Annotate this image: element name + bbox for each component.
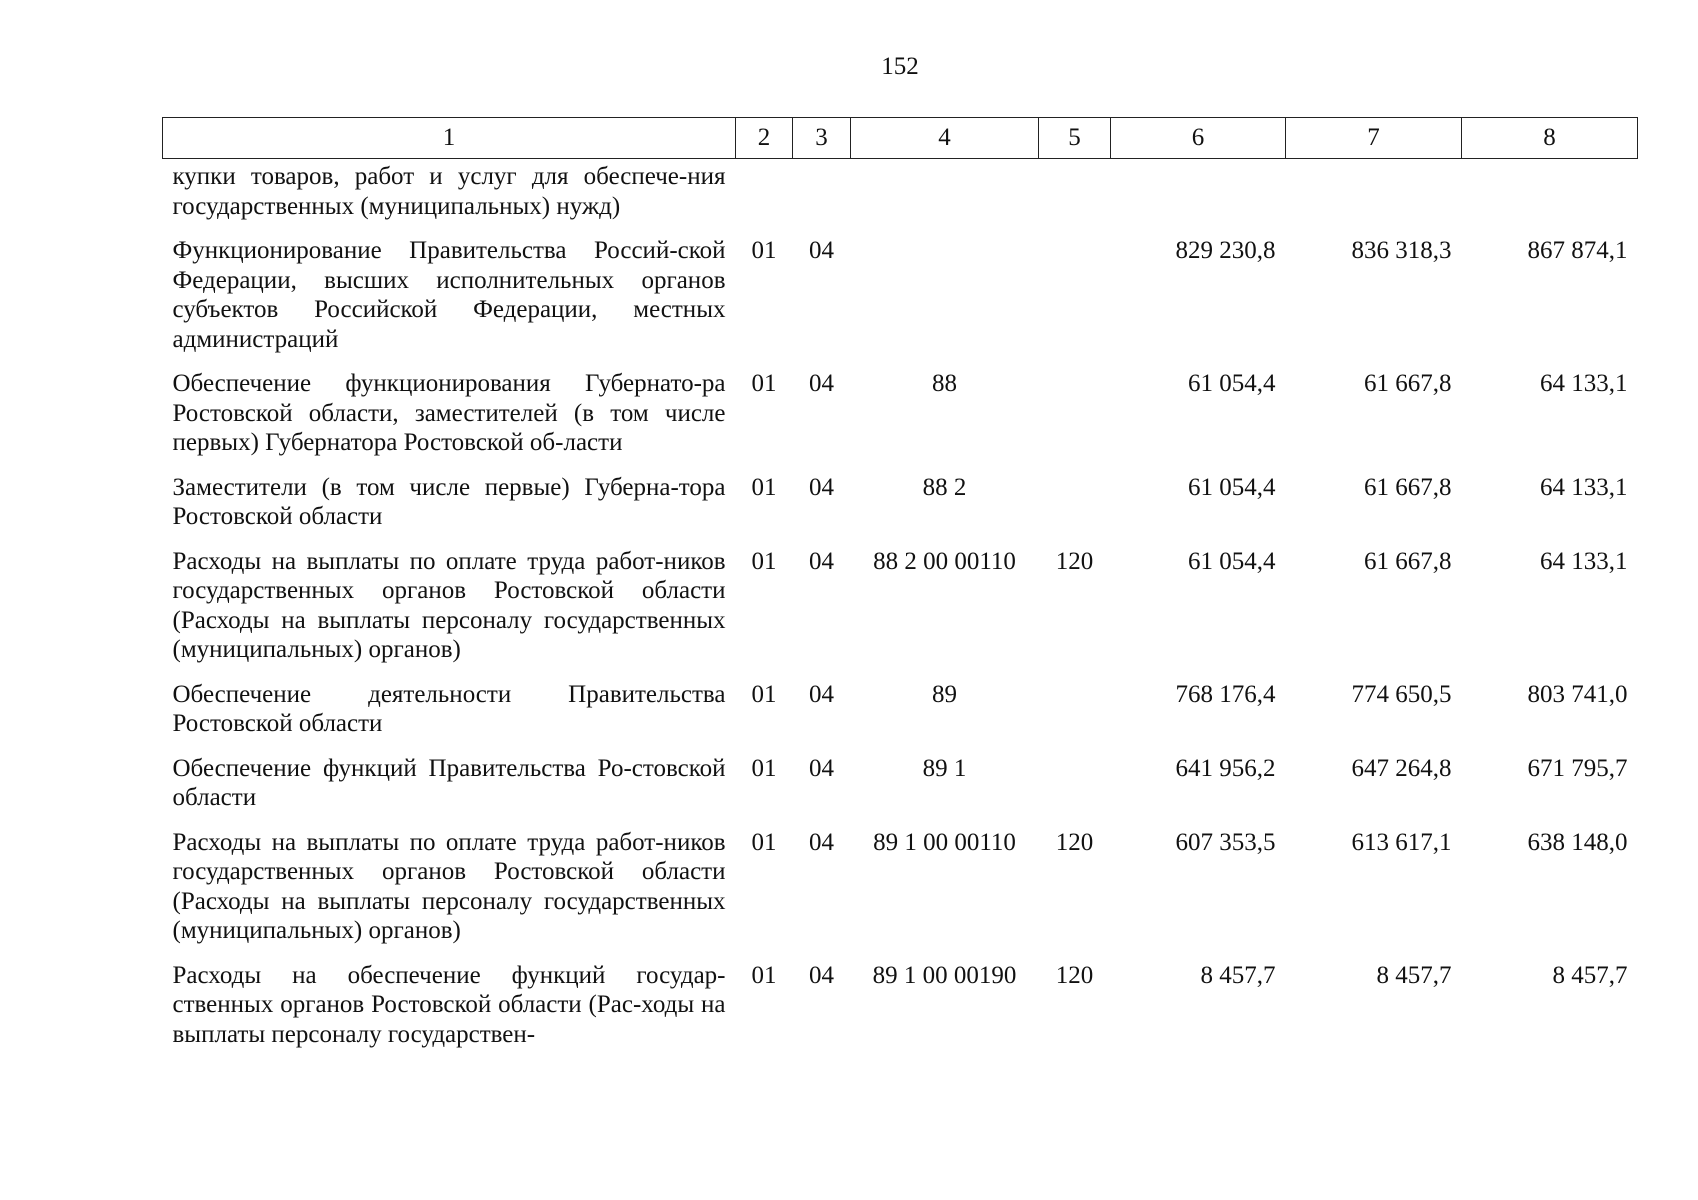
cell-amount-1: 61 054,4 [1188, 473, 1276, 501]
cell-subsection: 04 [809, 237, 834, 264]
cell-expense-type [1039, 677, 1111, 751]
cell-section: 01 [751, 961, 777, 989]
table-header [163, 118, 1638, 159]
cell-subsection: 04 [809, 754, 834, 782]
header-row [163, 118, 1638, 159]
table-row [163, 544, 1638, 677]
cell-amount-2: 774 650,5 [1351, 680, 1452, 708]
cell-section: 01 [751, 547, 777, 575]
cell-target-article: 89 1 00 00110 [873, 828, 1016, 856]
cell-name: Расходы на обеспечение функций государ-ственных органов Ростовской области (Рас-ходы на выплаты персоналу государствен- [172, 961, 726, 1048]
cell-section [736, 159, 793, 234]
cell-section: 01 [751, 754, 777, 782]
cell-amount-3: 867 874,1 [1527, 237, 1628, 264]
table-row [163, 233, 1638, 366]
table-row [163, 958, 1638, 1062]
cell-amount-3: 64 133,1 [1540, 473, 1628, 501]
cell-expense-type [1039, 366, 1111, 470]
cell-amount-1: 61 054,4 [1188, 547, 1276, 575]
cell-section: 01 [751, 828, 777, 856]
header-col-4: 4 [851, 118, 1039, 159]
header-col-5: 5 [1039, 118, 1111, 159]
cell-amount-1: 829 230,8 [1175, 237, 1276, 264]
cell-name: Обеспечение деятельности Правительства Ростовской области [172, 680, 726, 737]
budget-table [162, 117, 1638, 1061]
cell-amount-2: 613 617,1 [1351, 828, 1452, 856]
table-row [163, 159, 1638, 234]
cell-amount-3 [1462, 159, 1638, 234]
table-row [163, 751, 1638, 825]
table-row [163, 366, 1638, 470]
cell-subsection: 04 [809, 828, 834, 856]
cell-amount-2: 61 667,8 [1364, 370, 1452, 397]
cell-amount-2: 61 667,8 [1364, 473, 1452, 501]
cell-expense-type [1039, 751, 1111, 825]
cell-name: Обеспечение функционирования Губернато-ра Ростовской области, заместителей (в том числе первых) Губернатора Ростовской об-ласти [172, 370, 726, 456]
table-body [163, 159, 1638, 1062]
cell-target-article: 88 [932, 370, 957, 397]
cell-target-article [851, 233, 1039, 366]
cell-amount-1: 641 956,2 [1175, 754, 1276, 782]
cell-amount-3: 803 741,0 [1527, 680, 1628, 708]
table-row [163, 470, 1638, 544]
cell-section: 01 [751, 473, 777, 501]
cell-amount-1: 607 353,5 [1175, 828, 1276, 856]
cell-amount-3: 64 133,1 [1540, 370, 1628, 397]
header-col-6: 6 [1111, 118, 1286, 159]
header-col-3: 3 [793, 118, 851, 159]
header-col-7: 7 [1286, 118, 1462, 159]
cell-amount-2: 8 457,7 [1376, 961, 1452, 989]
cell-section: 01 [751, 237, 777, 264]
cell-expense-type [1039, 470, 1111, 544]
cell-subsection: 04 [809, 961, 834, 989]
header-col-8: 8 [1462, 118, 1638, 159]
cell-subsection: 04 [809, 473, 834, 501]
cell-expense-type: 120 [1055, 961, 1094, 989]
cell-subsection: 04 [809, 680, 834, 708]
cell-amount-2: 647 264,8 [1351, 754, 1452, 782]
cell-amount-3: 671 795,7 [1527, 754, 1628, 782]
cell-target-article: 89 [932, 680, 957, 708]
cell-name: Заместители (в том числе первые) Губерна-тора Ростовской области [172, 473, 726, 530]
cell-amount-2: 61 667,8 [1364, 547, 1452, 575]
cell-amount-1: 8 457,7 [1200, 961, 1276, 989]
cell-section: 01 [751, 680, 777, 708]
cell-expense-type [1039, 233, 1111, 366]
cell-amount-3: 8 457,7 [1552, 961, 1628, 989]
cell-target-article: 89 1 00 00190 [872, 961, 1017, 989]
cell-amount-1: 768 176,4 [1175, 680, 1276, 708]
cell-target-article [851, 159, 1039, 234]
cell-name: Функционирование Правительства Россий-ской Федерации, высших исполнительных органов субъектов Российской Федерации, местных администраций [172, 237, 726, 353]
cell-subsection [793, 159, 851, 234]
cell-expense-type [1039, 159, 1111, 234]
cell-subsection: 04 [809, 547, 834, 575]
page-number: 152 [881, 53, 919, 80]
cell-amount-1: 61 054,4 [1188, 370, 1276, 397]
cell-expense-type: 120 [1055, 828, 1094, 856]
cell-name: Обеспечение функций Правительства Ро-стовской области [172, 754, 726, 811]
cell-section: 01 [751, 370, 777, 397]
cell-amount-2: 836 318,3 [1351, 237, 1452, 264]
cell-name: Расходы на выплаты по оплате труда работ-ников государственных органов Ростовской области (Расходы на выплаты персоналу государственных (муниципальных) органов) [172, 547, 726, 663]
table-row [163, 825, 1638, 958]
cell-target-article: 88 2 00 00110 [873, 547, 1016, 575]
cell-amount-3: 64 133,1 [1540, 547, 1628, 575]
table-row [163, 677, 1638, 751]
cell-amount-1 [1111, 159, 1286, 234]
cell-name: Расходы на выплаты по оплате труда работ-ников государственных органов Ростовской области (Расходы на выплаты персоналу государственных (муниципальных) органов) [172, 828, 726, 944]
cell-target-article: 88 2 [922, 473, 967, 501]
cell-expense-type: 120 [1055, 547, 1094, 575]
cell-amount-3: 638 148,0 [1527, 828, 1628, 856]
cell-subsection: 04 [809, 370, 834, 397]
header-col-1: 1 [163, 118, 736, 159]
cell-amount-2 [1286, 159, 1462, 234]
cell-name: купки товаров, работ и услуг для обеспече-ния государственных (муниципальных) нужд) [172, 163, 726, 220]
cell-target-article: 89 1 [922, 754, 967, 782]
header-col-2: 2 [736, 118, 793, 159]
